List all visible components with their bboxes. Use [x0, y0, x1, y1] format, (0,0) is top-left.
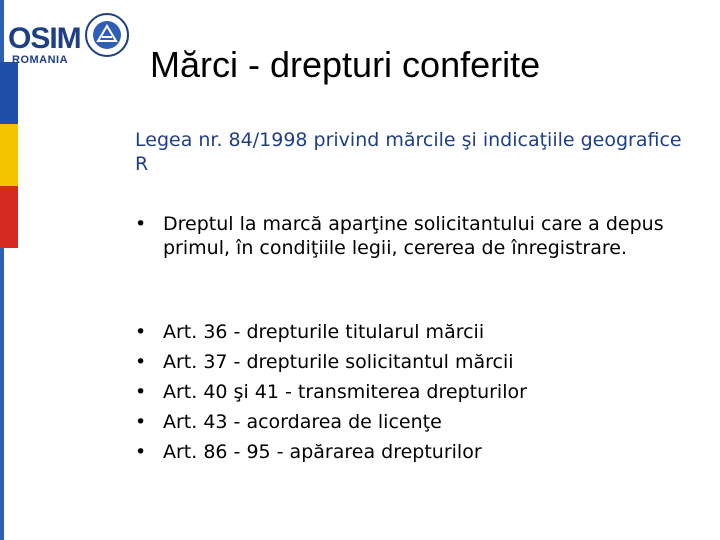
list-item-text: Art. 36 - drepturile titularul mărcii [163, 321, 485, 343]
logo-name: OSIM [8, 22, 81, 55]
bullet-marker: • [135, 351, 147, 373]
law-reference: Legea nr. 84/1998 privind mărcile şi indicaţiile geografice R [135, 129, 682, 175]
flag-stripe-yellow [0, 124, 18, 186]
bullet-marker: • [135, 441, 147, 463]
list-item [135, 350, 695, 374]
bullet-marker: • [135, 213, 147, 235]
list-item-text: Art. 40 şi 41 - transmiterea drepturilor [163, 381, 527, 403]
romanian-flag-strip [0, 62, 18, 248]
list-item-text: Dreptul la marcă aparţine solicitantului care a depus primul, în condiţiile legii, cererea de înregistrare. [163, 213, 664, 259]
list-item [135, 440, 695, 464]
flag-stripe-blue [0, 62, 18, 124]
articles-bullet-list [135, 320, 695, 470]
list-item [135, 212, 695, 260]
list-item-text: Art. 37 - drepturile solicitantul mărcii [163, 351, 514, 373]
bullet-marker: • [135, 321, 147, 343]
logo-country: ROMANIA [12, 54, 69, 66]
flag-stripe-red [0, 186, 18, 248]
list-item-text: Art. 43 - acordarea de licenţe [163, 411, 442, 433]
list-item-text: Art. 86 - 95 - apărarea drepturilor [163, 441, 482, 463]
list-item [135, 320, 695, 344]
list-item [135, 380, 695, 404]
osim-seal-icon [84, 12, 130, 58]
osim-logo [6, 8, 130, 70]
first-bullet-list [135, 212, 695, 260]
bullet-marker: • [135, 411, 147, 433]
slide-title: Mărci - drepturi conferite [150, 44, 541, 85]
bullet-marker: • [135, 381, 147, 403]
list-item [135, 410, 695, 434]
